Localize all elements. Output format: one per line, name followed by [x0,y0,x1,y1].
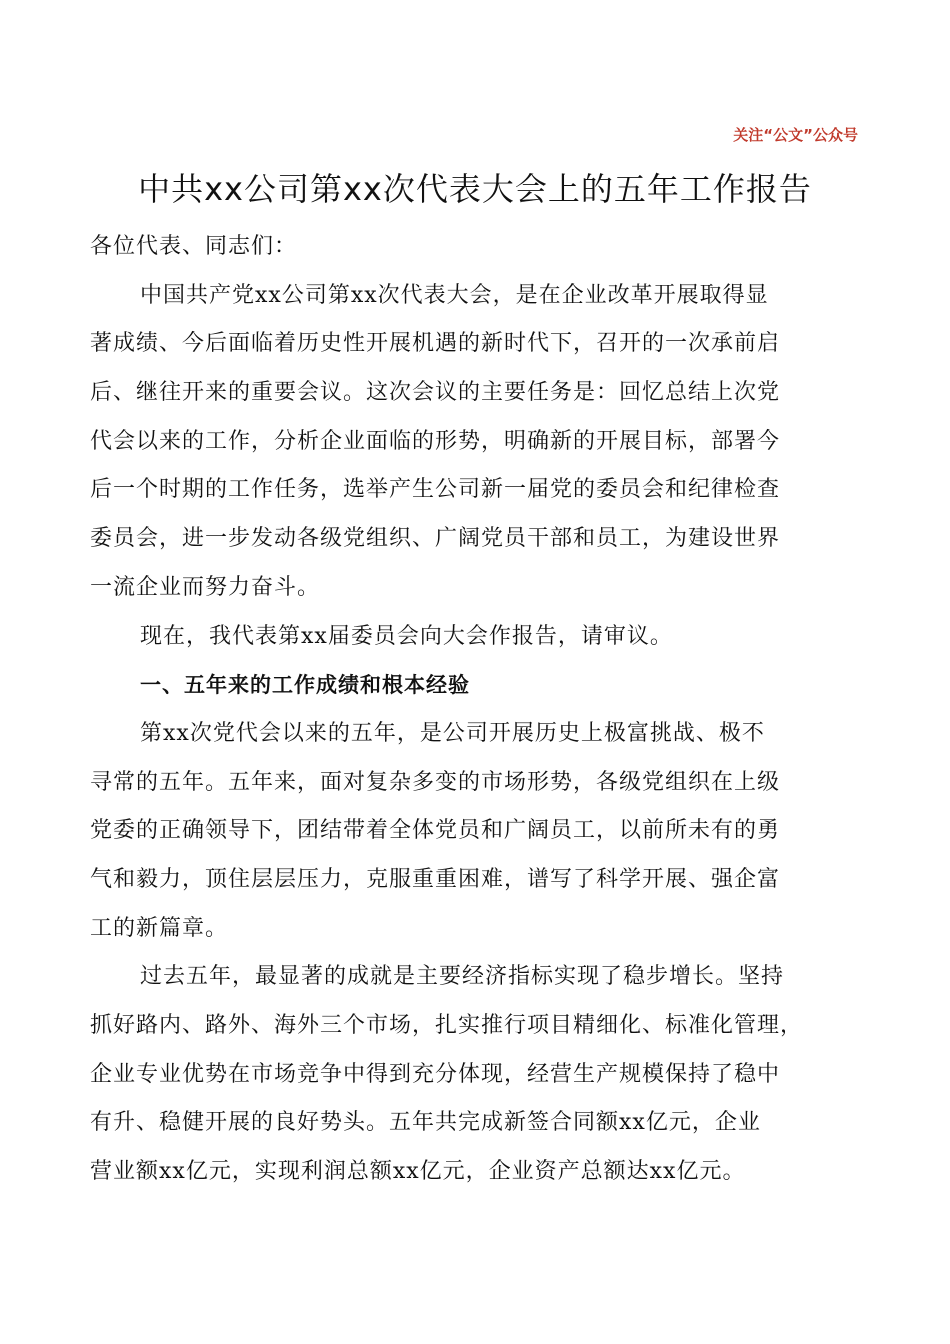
paragraph-3 [90,710,870,953]
paragraph-line: 委员会，进一步发动各级党组织、广阔党员干部和员工，为建设世界 [90,526,781,552]
section-heading-1: 一、五年来的工作成绩和根本经验 [140,673,470,698]
paragraph-line: 代会以来的工作，分析企业面临的形势，明确新的开展目标，部署今 [90,428,781,454]
paragraph-line: 抓好路内、路外、海外三个市场，扎实推行项目精细化、标准化管理， [90,1013,804,1038]
paragraph-4 [90,953,870,1196]
paragraph-line: 党委的正确领导下，团结带着全体党员和广阔员工，以前所未有的勇 [90,818,781,844]
paragraph-line: 后一个时期的工作任务，选举产生公司新一届党的委员会和纪律检查 [90,477,781,503]
paragraph-line: 第xx次党代会以来的五年，是公司开展历史上极富挑战、极不 [140,720,765,746]
paragraph-line: 企业专业优势在市场竞争中得到充分体现，经营生产规模保持了稳中 [90,1061,781,1087]
paragraph-line: 后、继往开来的重要会议。这次会议的主要任务是：回忆总结上次党 [90,380,781,406]
paragraph-line: 一流企业而努力奋斗。 [90,574,321,600]
paragraph-line: 过去五年，最显著的成就是主要经济指标实现了稳步增长。坚持 [140,964,785,990]
document-body [90,223,870,1197]
paragraph-line: 有升、稳健开展的良好势头。五年共完成新签合同额xx亿元，企业 [90,1110,761,1136]
salutation: 各位代表、同志们： [90,234,298,259]
paragraph-line: 营业额xx亿元，实现利润总额xx亿元，企业资产总额达xx亿元。 [90,1159,746,1185]
paragraph-1 [90,272,870,613]
paragraph-line: 著成绩、今后面临着历史性开展机遇的新时代下，召开的一次承前启 [90,331,781,357]
wechat-tag: 关注“公文”公众号 [733,126,858,144]
paragraph-line: 寻常的五年。五年来，面对复杂多变的市场形势，各级党组织在上级 [90,769,781,795]
paragraph-line: 中国共产党xx公司第xx次代表大会，是在企业改革开展取得显 [140,282,769,308]
paragraph-line: 工的新篇章。 [90,915,229,941]
paragraph-line: 气和毅力，顶住层层压力，克服重重困难，谱写了科学开展、强企富 [90,866,781,892]
report-title: 中共xx公司第xx次代表大会上的五年工作报告 [138,170,812,208]
paragraph-2: 现在，我代表第xx届委员会向大会作报告，请审议。 [140,623,673,649]
